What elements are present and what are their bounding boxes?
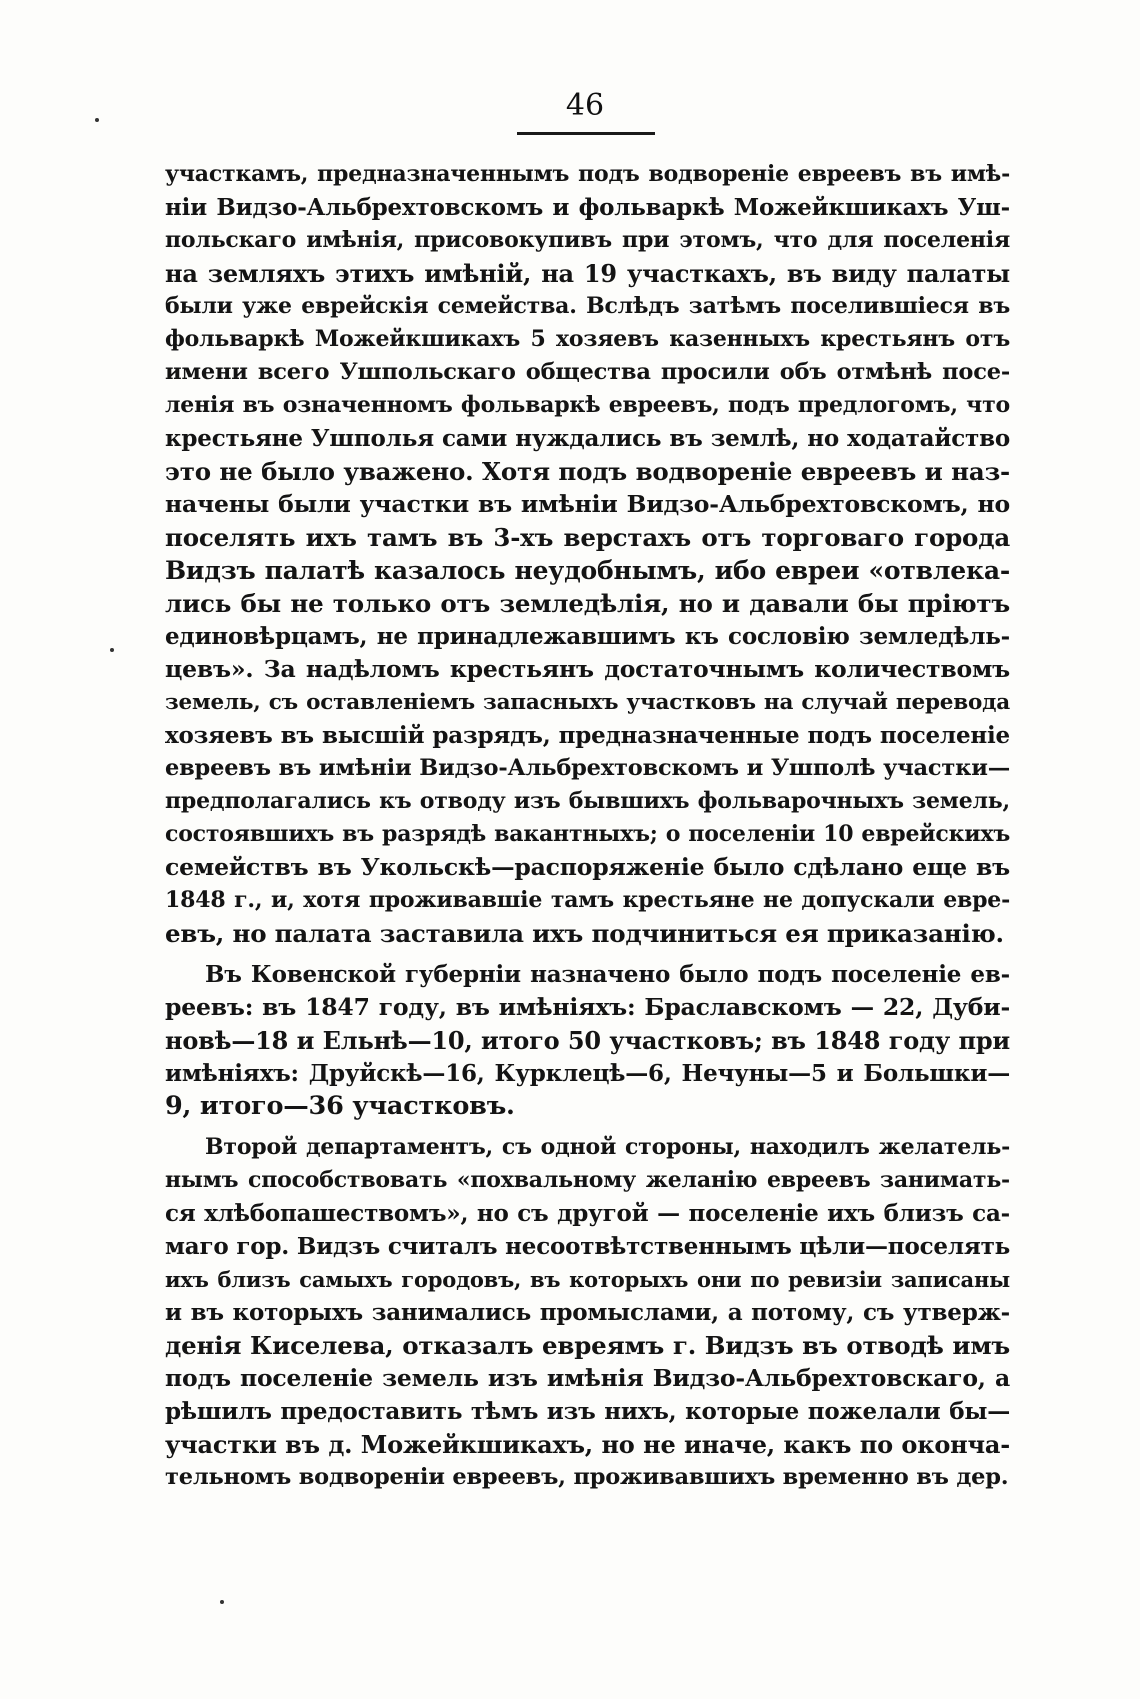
text-line: лись бы не только отъ земледѣлія, но и давали бы пріютъ bbox=[165, 589, 1010, 618]
text-line: фольваркѣ Можейкшикахъ 5 хозяевъ казенныхъ крестьянъ отъ bbox=[165, 326, 1010, 352]
text-line: тельномъ водвореніи евреевъ, проживавшихъ временно въ дер. bbox=[165, 1464, 1009, 1490]
text-line: семействъ въ Укольскѣ—распоряженіе было сдѣлано еще въ bbox=[165, 853, 1010, 881]
paragraph-2 bbox=[165, 958, 1010, 1123]
text-line: новѣ—18 и Ельнѣ—10, итого 50 участковъ; въ 1848 году при bbox=[165, 1026, 1010, 1055]
paragraph-3 bbox=[165, 1131, 1010, 1494]
text-line: подъ поселеніе земель изъ имѣнія Видзо-Альбрехтовскаго, а bbox=[165, 1364, 1010, 1392]
page-number: 46 bbox=[565, 88, 605, 123]
paragraph-gap bbox=[165, 1123, 1010, 1131]
text-line: ихъ близъ самыхъ городовъ, въ которыхъ они по ревизіи записаны bbox=[165, 1267, 1010, 1292]
text-line: ленія въ означенномъ фольваркѣ евреевъ, подъ предлогомъ, что bbox=[165, 392, 1010, 418]
text-line: на земляхъ этихъ имѣній, на 19 участкахъ, въ виду палаты bbox=[165, 259, 1010, 288]
text-line: нымъ способствовать «похвальному желанію евреевъ занимать- bbox=[165, 1167, 1010, 1193]
text-line: единовѣрцамъ, не принадлежавшимъ къ сословію земледѣль- bbox=[165, 623, 1010, 650]
text-line: земель, съ оставленіемъ запасныхъ участковъ на случай перевода bbox=[165, 690, 1010, 715]
text-line: имѣніяхъ: Друйскѣ—16, Курклецѣ—6, Нечуны—5 и Большки— bbox=[165, 1060, 1010, 1087]
text-line: Въ Ковенской губерніи назначено было подъ поселеніе ев- bbox=[205, 961, 1010, 988]
text-line: евреевъ въ имѣніи Видзо-Альбрехтовскомъ и Ушполѣ участки— bbox=[165, 755, 1010, 781]
text-line: рѣшилъ предоставить тѣмъ изъ нихъ, которые пожелали бы— bbox=[165, 1398, 1010, 1425]
text-line: Видзъ палатѣ казалось неудобнымъ, ибо евреи «отвлека- bbox=[165, 556, 1010, 585]
text-line: хозяевъ въ высшій разрядъ, предназначенные подъ поселеніе bbox=[165, 722, 1010, 749]
text-line: реевъ: въ 1847 году, въ имѣніяхъ: Браславскомъ — 22, Дуби- bbox=[165, 993, 1010, 1021]
text-line: ся хлѣбопашествомъ», но съ другой — поселеніе ихъ близъ са- bbox=[165, 1200, 1010, 1227]
text-line: евъ, но палата заставила ихъ подчиниться ея приказанію. bbox=[165, 919, 1004, 948]
text-line: и въ которыхъ занимались промыслами, а потому, съ утверж- bbox=[165, 1299, 1010, 1326]
text-line: состоявшихъ въ разрядѣ вакантныхъ; о поселеніи 10 еврейскихъ bbox=[165, 821, 1010, 847]
text-line: крестьяне Ушполья сами нуждались въ землѣ, но ходатайство bbox=[165, 425, 1010, 452]
scan-speck bbox=[220, 1600, 224, 1604]
body-text bbox=[165, 158, 1010, 1494]
text-line: начены были участки въ имѣніи Видзо-Альбрехтовскомъ, но bbox=[165, 490, 1010, 518]
text-line: это не было уважено. Хотя подъ водвореніе евреевъ и наз- bbox=[165, 457, 1010, 486]
text-line: маго гор. Видзъ считалъ несоотвѣтственнымъ цѣли—поселять bbox=[165, 1233, 1011, 1260]
text-line: Второй департаментъ, съ одной стороны, находилъ желатель- bbox=[205, 1134, 1010, 1160]
text-line: польскаго имѣнія, присовокупивъ при этомъ, что для поселенія bbox=[165, 227, 1010, 253]
text-line: были уже еврейскія семейства. Вслѣдъ затѣмъ поселившіеся въ bbox=[165, 293, 1010, 319]
text-line: предполагались къ отводу изъ бывшихъ фольварочныхъ земель, bbox=[165, 788, 1010, 814]
text-line: участкамъ, предназначеннымъ подъ водвореніе евреевъ въ имѣ- bbox=[165, 161, 1010, 187]
page-number-rule bbox=[517, 132, 655, 135]
text-line: участки въ д. Можейкшикахъ, но не иначе, какъ по окончa- bbox=[165, 1430, 1010, 1459]
text-line: 1848 г., и, хотя проживавшіе тамъ крестьяне не допускали евре- bbox=[165, 887, 1010, 913]
paragraph-gap bbox=[165, 950, 1010, 958]
text-line: имени всего Ушпольскаго общества просили объ отмѣнѣ посе- bbox=[165, 359, 1010, 385]
scan-speck bbox=[110, 648, 114, 652]
text-line: денія Киселева, отказалъ евреямъ г. Видзъ въ отводѣ имъ bbox=[165, 1331, 1010, 1360]
text-line: ніи Видзо-Альбрехтовскомъ и фольваркѣ Можейкшикахъ Уш- bbox=[165, 194, 1010, 221]
scan-speck bbox=[95, 118, 99, 122]
text-line: поселять ихъ тамъ въ 3-хъ верстахъ отъ торговаго города bbox=[165, 523, 1010, 552]
text-line: 9, итого—36 участковъ. bbox=[165, 1091, 515, 1121]
paragraph-1 bbox=[165, 158, 1010, 950]
text-line: цевъ». За надѣломъ крестьянъ достаточнымъ количествомъ bbox=[165, 655, 1010, 683]
